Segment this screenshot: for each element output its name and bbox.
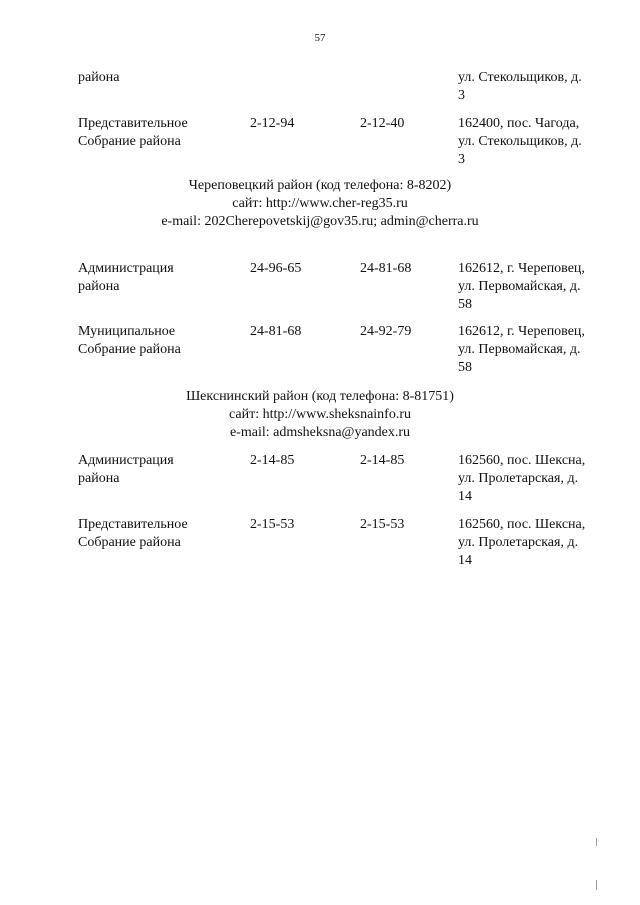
phone: 2-12-94 (250, 116, 295, 131)
phone: 2-15-53 (250, 517, 295, 532)
org-name: района (78, 70, 120, 85)
district-site: сайт: http://www.sheksnainfo.ru (228, 407, 411, 422)
org-name: Представительное Собрание района (78, 517, 188, 550)
scan-mark (596, 880, 597, 890)
district-header (0, 177, 640, 231)
org-name: Муниципальное Собрание района (78, 324, 181, 357)
phone: 24-96-65 (250, 261, 302, 276)
address: 162612, г. Череповец, ул. Первомайская, д. 58 (458, 261, 585, 312)
phone: 2-14-85 (250, 453, 295, 468)
org-name: Администрация района (78, 453, 174, 486)
fax: 24-81-68 (360, 261, 412, 276)
org-name: Администрация района (78, 261, 174, 294)
address: 162400, пос. Чагода, ул. Стекольщиков, д. 3 (458, 116, 582, 167)
address: ул. Стекольщиков, д. 3 (458, 70, 582, 103)
fax: 24-92-79 (360, 324, 412, 339)
address: 162612, г. Череповец, ул. Первомайская, д. 58 (458, 324, 585, 375)
address: 162560, пос. Шексна, ул. Пролетарская, д. 14 (458, 453, 586, 504)
page-number: 57 (314, 32, 326, 44)
district-site: сайт: http://www.cher-reg35.ru (232, 196, 408, 211)
district-title: Череповецкий район (код телефона: 8-8202) (188, 178, 452, 193)
address: 162560, пос. Шексна, ул. Пролетарская, д. 14 (458, 517, 586, 568)
fax: 2-15-53 (360, 517, 405, 532)
district-header (0, 388, 640, 442)
district-title: Шекснинский район (код телефона: 8-81751) (186, 389, 454, 404)
org-name: Представительное Собрание района (78, 116, 188, 149)
district-email: e-mail: 202Cherepovetskij@gov35.ru; admin@cherra.ru (161, 214, 479, 229)
scan-mark (596, 838, 597, 846)
fax: 2-12-40 (360, 116, 405, 131)
district-email: e-mail: admsheksna@yandex.ru (229, 425, 411, 440)
fax: 2-14-85 (360, 453, 405, 468)
phone: 24-81-68 (250, 324, 302, 339)
